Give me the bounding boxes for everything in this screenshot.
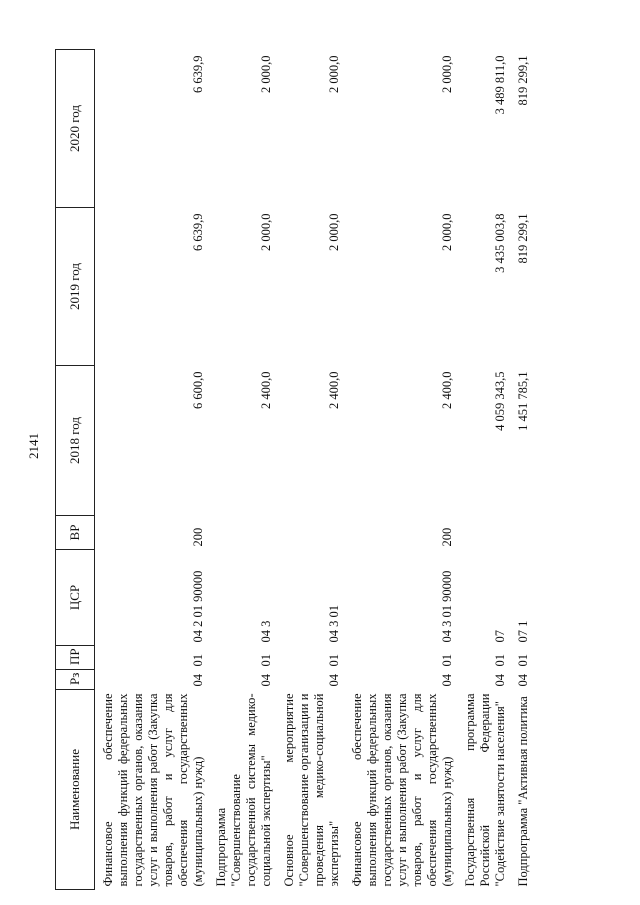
header-2020: 2020 год	[56, 50, 95, 208]
header-2018: 2018 год	[56, 366, 95, 516]
row-rz: 04	[516, 674, 530, 687]
row-pr: 01	[440, 654, 454, 667]
row-csr: 04 2 01 90000	[191, 570, 205, 643]
row-rz: 04	[493, 674, 507, 687]
budget-table	[55, 49, 533, 890]
header-csr: ЦСР	[56, 550, 95, 646]
row-2020: 6 639,9	[191, 55, 205, 93]
row-name: Государственная программа Российской Федерации "Содействие занятости населения"	[463, 693, 507, 887]
row-2019: 6 639,9	[191, 213, 205, 251]
row-csr: 04 3 01	[327, 605, 341, 643]
page-number: 2141	[26, 433, 41, 459]
row-rz: 04	[259, 674, 273, 687]
row-vr	[457, 516, 510, 550]
header-2019: 2019 год	[56, 208, 95, 366]
row-2020: 819 299,1	[516, 55, 530, 106]
table-row	[208, 50, 276, 890]
row-2018: 2 400,0	[440, 371, 454, 409]
header-name: Наименование	[56, 690, 95, 890]
table-header-row	[56, 50, 95, 890]
row-2018: 4 059 343,5	[493, 371, 507, 431]
row-2018: 2 400,0	[259, 371, 273, 409]
header-vr: ВР	[56, 516, 95, 550]
row-pr: 01	[259, 654, 273, 667]
row-2018: 1 451 785,1	[516, 371, 530, 431]
header-rz: Рз	[56, 670, 95, 690]
row-2020: 2 000,0	[440, 55, 454, 93]
row-rz: 04	[440, 674, 454, 687]
table-row	[344, 50, 457, 890]
row-pr: 01	[516, 654, 530, 667]
row-pr: 01	[327, 654, 341, 667]
table-row	[510, 50, 533, 890]
row-pr: 01	[191, 654, 205, 667]
row-pr: 01	[493, 654, 507, 667]
row-name: Подпрограмма "Совершенствование государственной системы медико-социальной экспертизы"	[214, 693, 273, 887]
row-vr: 200	[191, 527, 205, 547]
row-2018: 2 400,0	[327, 371, 341, 409]
header-pr: ПР	[56, 646, 95, 670]
row-2020: 2 000,0	[259, 55, 273, 93]
table-row	[457, 50, 510, 890]
row-csr: 04 3	[259, 620, 273, 643]
table-row	[95, 50, 209, 890]
row-2019: 819 299,1	[516, 213, 530, 264]
row-csr: 07 1	[516, 620, 530, 643]
row-2019: 2 000,0	[259, 213, 273, 251]
row-rz: 04	[191, 674, 205, 687]
row-name: Финансовое обеспечение выполнения функций федеральных государственных органов, оказания услуг и выполнения работ (Закупка товаров, работ и услуг для обеспечения государственных (муниципальных) нужд)	[350, 693, 454, 887]
row-rz: 04	[327, 674, 341, 687]
row-vr	[276, 516, 344, 550]
row-2019: 3 435 003,8	[493, 213, 507, 273]
row-vr: 200	[440, 527, 454, 547]
row-name: Финансовое обеспечение выполнения функций федеральных государственных органов, оказания услуг и выполнения работ (Закупка товаров, работ и услуг для обеспечения государственных (муниципальных) нужд)	[101, 693, 205, 887]
row-2020: 2 000,0	[327, 55, 341, 93]
row-csr: 04 3 01 90000	[440, 570, 454, 643]
row-name: Подпрограмма "Активная политика	[516, 696, 530, 887]
row-name: Основное мероприятие "Совершенствование организации и проведения медико-социальной экспертизы"	[282, 693, 341, 887]
table-row	[276, 50, 344, 890]
row-2020: 3 489 811,0	[493, 55, 507, 115]
row-vr	[208, 516, 276, 550]
budget-table-sheet	[55, 50, 595, 890]
row-vr	[510, 516, 533, 550]
row-csr: 07	[493, 630, 507, 643]
row-2019: 2 000,0	[440, 213, 454, 251]
row-2019: 2 000,0	[327, 213, 341, 251]
row-2018: 6 600,0	[191, 371, 205, 409]
